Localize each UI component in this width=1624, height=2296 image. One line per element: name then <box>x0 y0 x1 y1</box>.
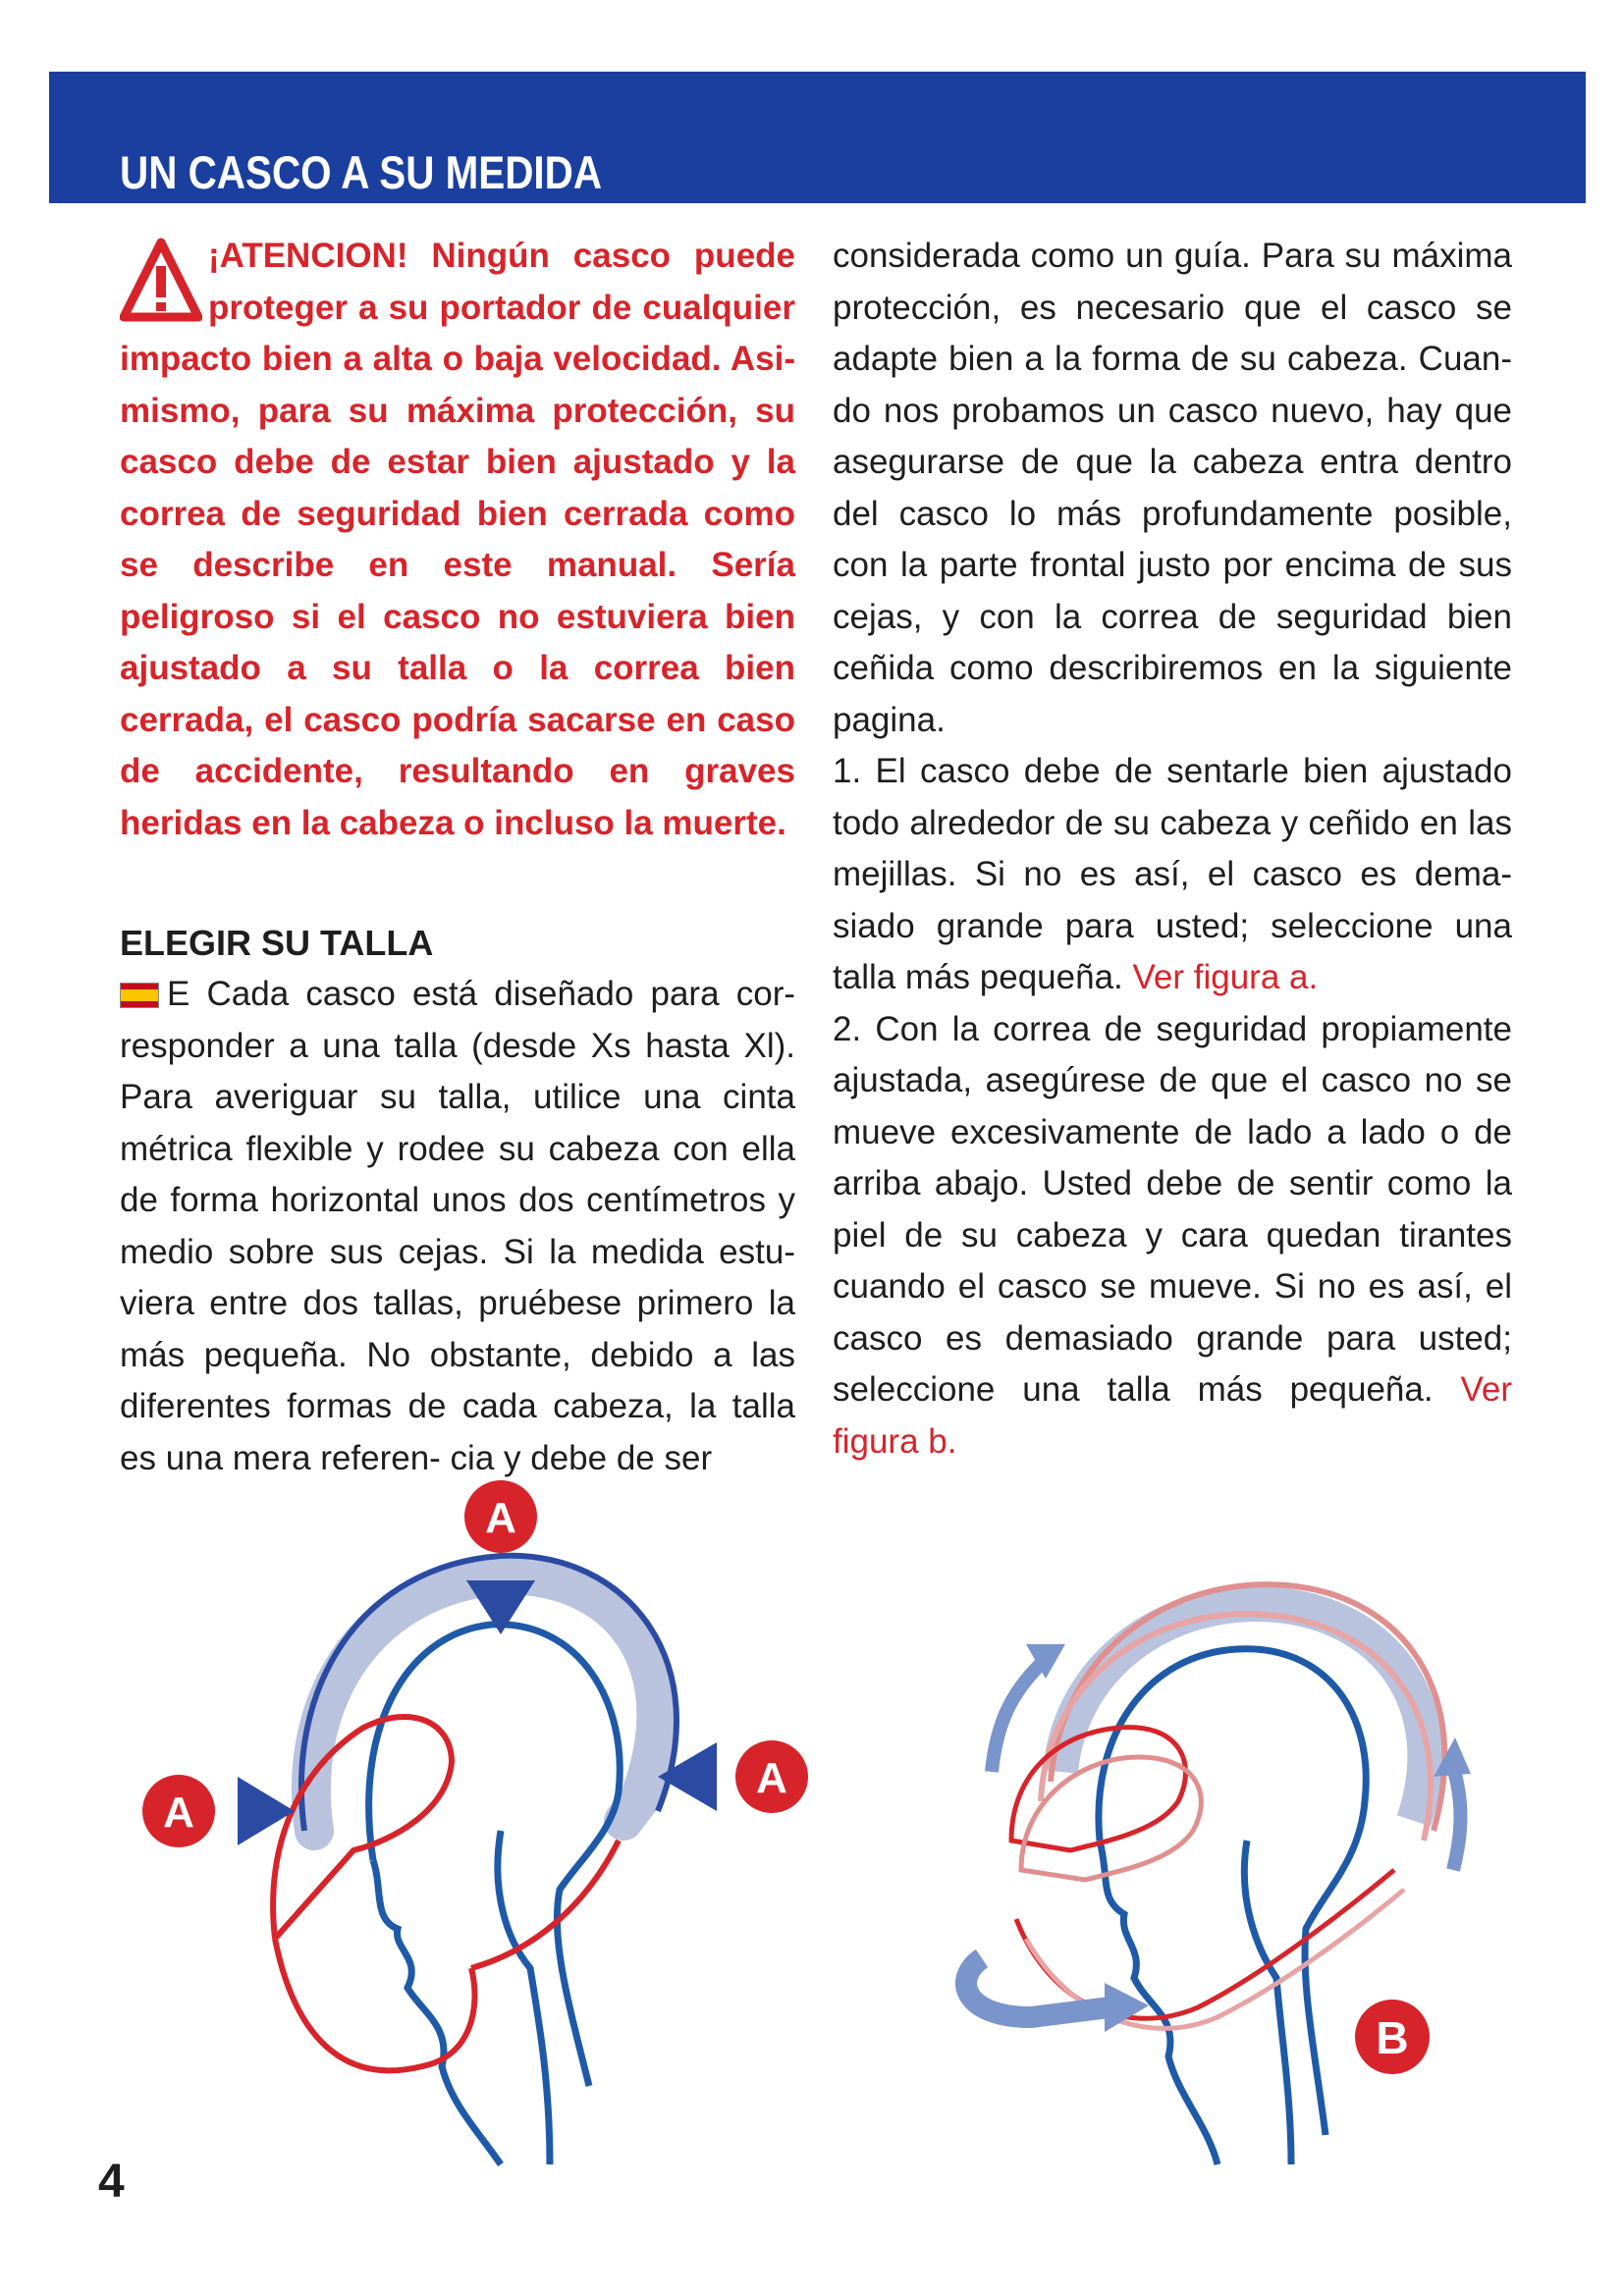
warning-triangle-icon <box>120 237 202 327</box>
right-column <box>833 231 1512 1468</box>
left-column <box>120 231 795 1484</box>
page-title: UN CASCO A SU MEDIDA <box>120 146 603 198</box>
helmet-edge <box>471 1841 619 1968</box>
warning-text <box>120 231 795 849</box>
step-2-text: 2. Con la correa de seguridad propiamente ajustada, asegúrese de que el casco no se mueve excesivamente de lado a lado o de arriba abajo. Usted debe de sentir como la piel de su cabeza y cara quedan tirantes cuando el casco se mueve. Si no es así, el casco es demasiado grande para usted; seleccione una talla más pequeña. <box>833 1009 1512 1409</box>
badge-a-right-label: A <box>756 1754 787 1802</box>
warning-body: Ningún casco puede proteger a su portador de cualquier impacto bien a alta o baja velocidad. Asimismo, para su máxima protección, su casco debe de estar bien ajustado y la correa de seguridad bien cerrada como se describe en este manual. Sería peligroso si el casco no estuviera bien ajustado a su talla o la correa bien cerrada, el casco podría sacarse en caso de accidente, resultando en graves heridas en la cabeza o incluso la muerte. <box>120 237 795 842</box>
figure-b-helmet-movement <box>943 1546 1492 2174</box>
step-2 <box>833 1004 1512 1468</box>
step-1 <box>833 746 1512 1004</box>
warning-block <box>120 231 795 849</box>
warning-heading: ¡ATENCION! <box>208 237 408 275</box>
badge-a-top-label: A <box>485 1494 516 1542</box>
spain-flag-icon <box>120 983 159 1008</box>
head-outline <box>369 1625 621 2086</box>
face-profile <box>373 1860 501 2164</box>
section-heading: ELEGIR SU TALLA <box>120 923 434 963</box>
rotation-arrow-right <box>1453 1767 1461 1870</box>
badge-a-left-label: A <box>163 1789 194 1837</box>
page-number: 4 <box>98 2156 125 2208</box>
header-bar <box>49 72 1586 203</box>
badge-b-label: B <box>1376 2012 1409 2063</box>
helmet-shell <box>1060 1604 1425 1821</box>
size-continuation-text: considerada como un guía. Para su máxima protección, es necesario que el casco se adapte bien a la forma de su cabeza. Cuando nos probamos un casco nuevo, hay que asegurarse de que la cabeza entra dentro del casco lo más profundamente posible, con la parte frontal justo por encima de sus cejas, y con la correa de seguridad bien ceñida como describiremos en la siguiente pagina. <box>833 237 1512 739</box>
neck-line <box>498 1831 550 2164</box>
rotation-arrow-bottom <box>966 1958 1110 2017</box>
visor-outline-ghost <box>1021 1757 1201 1880</box>
neck-line <box>1244 1841 1291 2164</box>
head-outline <box>1099 1649 1366 2135</box>
step-2-figure-ref: Ver figura b. <box>833 1370 1512 1461</box>
step-1-text: 1. El casco debe de sentarle bien ajustado todo alrededor de su cabeza y ceñido en las mejillas. Si no es así, el casco es demasiado grande para usted; seleccione una talla más pequeña. <box>833 752 1512 996</box>
size-intro-text: E Cada casco está diseñado para corresponder a una talla (desde Xs hasta Xl). Para averiguar su talla, utilice una cinta métrica flexible y rodee su cabeza con ella de forma horizontal unos dos centímetros y medio sobre sus cejas. Si la medida estuviera entre dos tallas, pruébese primero la más pequeña. No obstante, debido a las diferentes formas de cada cabeza, la talla es una mera referen- cia y debe de ser <box>120 975 795 1477</box>
size-intro-paragraph <box>120 969 795 1484</box>
rotation-arrow-top-left <box>992 1664 1041 1772</box>
step-1-figure-ref: Ver figura a. <box>1132 958 1319 996</box>
figure-a-helmet-fit <box>128 1477 835 2184</box>
